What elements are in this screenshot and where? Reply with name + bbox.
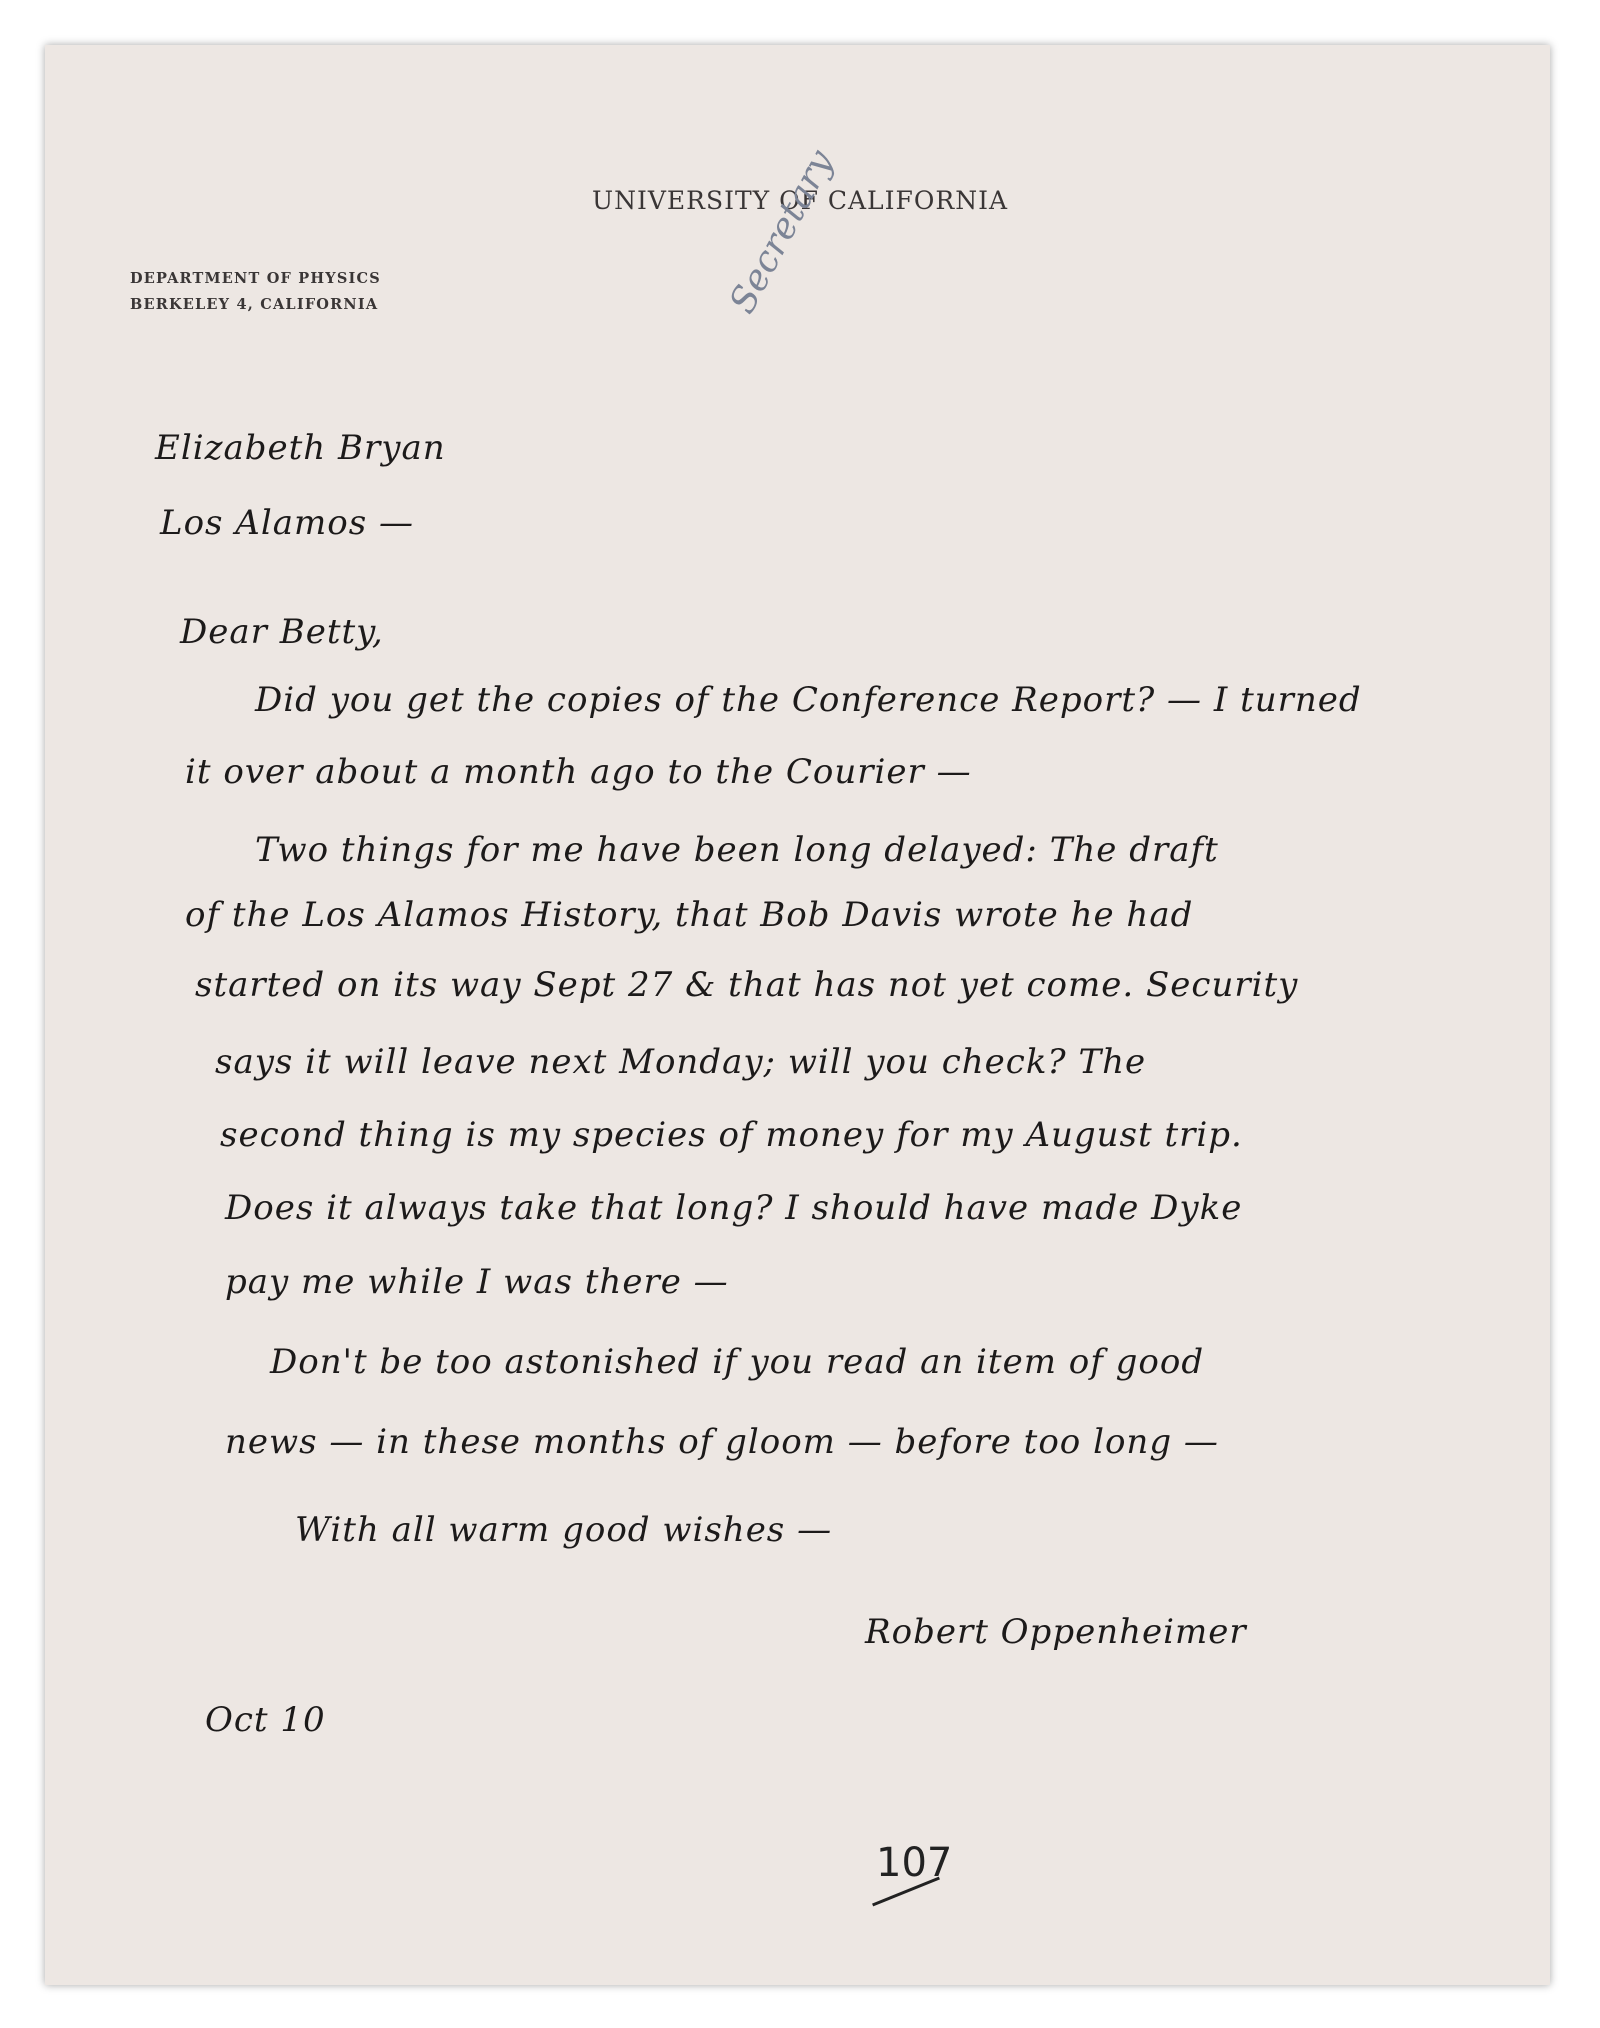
recipient-name: Elizabeth Bryan (155, 428, 446, 468)
body-line: says it will leave next Monday; will you check? The (215, 1042, 1147, 1082)
letter-paper (45, 45, 1550, 1985)
body-line: Don't be too astonished if you read an item of good (270, 1342, 1205, 1382)
body-line: pay me while I was there — (225, 1262, 729, 1302)
letterhead-institution: UNIVERSITY OF CALIFORNIA (592, 186, 1008, 215)
recipient-place: Los Alamos — (160, 503, 414, 543)
body-line: started on its way Sept 27 & that has not yet come. Security (195, 965, 1299, 1005)
body-line: Two things for me have been long delayed: The draft (255, 830, 1219, 870)
letterhead-address: BERKELEY 4, CALIFORNIA (130, 296, 379, 313)
salutation: Dear Betty, (180, 612, 384, 652)
body-line: Does it always take that long? I should have made Dyke (225, 1188, 1243, 1228)
body-line: of the Los Alamos History, that Bob Davis wrote he had (185, 895, 1194, 935)
signature: Robert Oppenheimer (865, 1612, 1247, 1652)
body-line: Did you get the copies of the Conference Report? — I turned (255, 680, 1362, 720)
closing-line: With all warm good wishes — (295, 1510, 833, 1550)
letter-date: Oct 10 (205, 1700, 326, 1740)
body-line: second thing is my species of money for my August trip. (220, 1115, 1243, 1155)
page-number: 107 (876, 1840, 953, 1886)
letterhead-department: DEPARTMENT OF PHYSICS (130, 270, 381, 287)
body-line: it over about a month ago to the Courier — (185, 752, 972, 792)
secretary-annotation: Secretary (721, 143, 842, 321)
body-line: news — in these months of gloom — before too long — (225, 1422, 1219, 1462)
